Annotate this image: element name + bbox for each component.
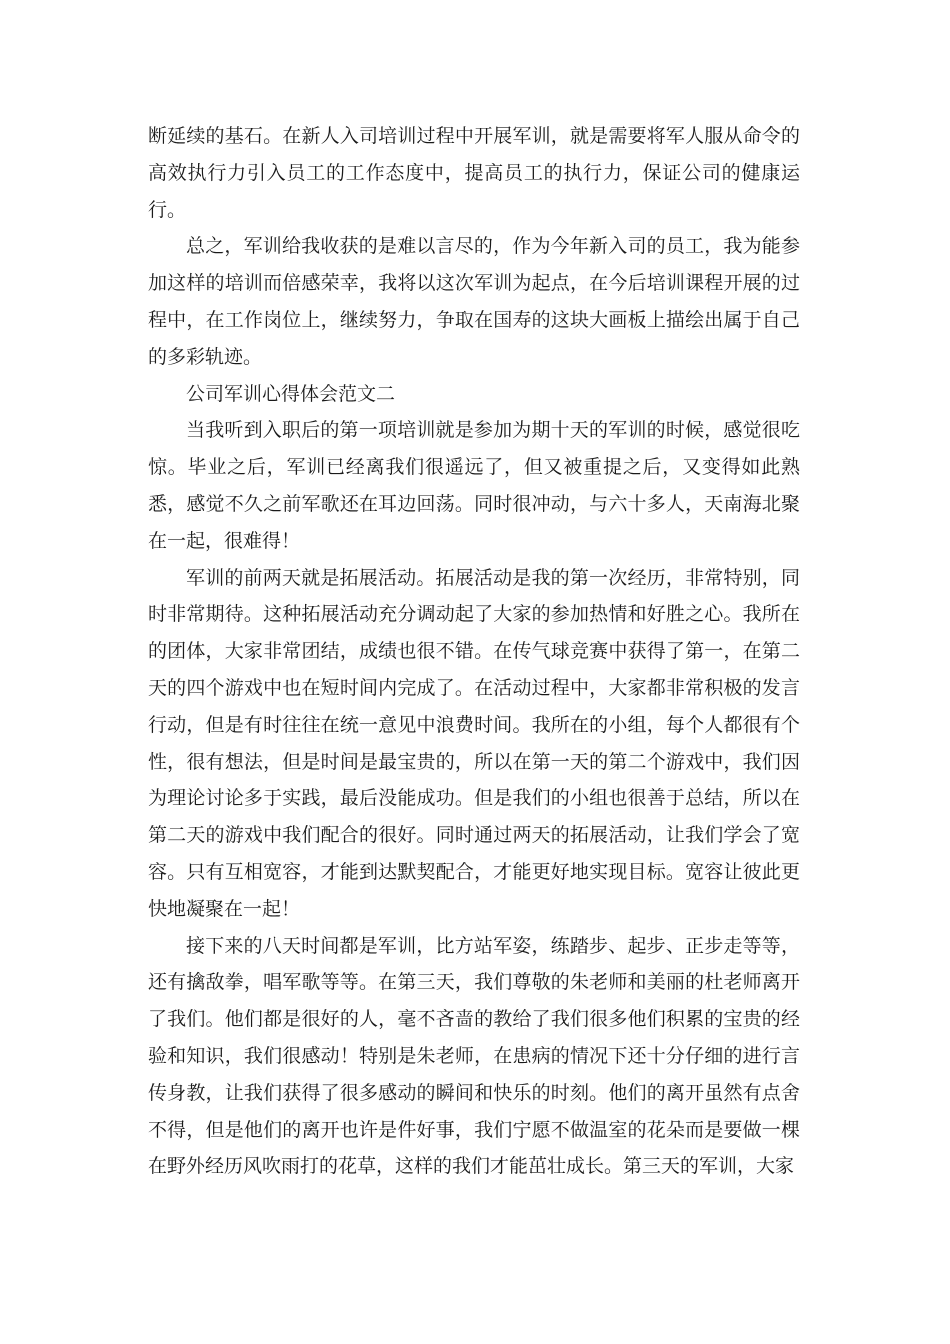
paragraph-intro: 当我听到入职后的第一项培训就是参加为期十天的军训的时候，感觉很吃惊。毕业之后，军训已经离我们很遥远了，但又被重提之后，又变得如此熟悉，感觉不久之前军歌还在耳边回荡。同时很冲动，与六十多人，天南海北聚在一起，很难得！ xyxy=(148,419,800,552)
paragraph-continuation: 断延续的基石。在新人入司培训过程中开展军训，就是需要将军人服从命令的高效执行力引入员工的工作态度中，提高员工的执行力，保证公司的健康运行。 xyxy=(148,125,800,221)
section-heading: 公司军训心得体会范文二 xyxy=(186,382,396,405)
paragraph-military-training: 接下来的八天时间都是军训，比方站军姿，练踏步、起步、正步走等等，还有擒敌拳，唱军歌等等。在第三天，我们尊敬的朱老师和美丽的杜老师离开了我们。他们都是很好的人，毫不吝啬的教给了我们很多他们积累的宝贵的经验和知识，我们很感动！特别是朱老师，在患病的情况下还十分仔细的进行言传身教，让我们获得了很多感动的瞬间和快乐的时刻。他们的离开虽然有点舍不得，但是他们的离开也许是件好事，我们宁愿不做温室的花朵而是要做一棵在野外经历风吹雨打的花草，这样的我们才能茁壮成长。第三天的军训，大家 xyxy=(148,934,800,1178)
document-body xyxy=(148,118,800,1185)
paragraph-expansion-activity: 军训的前两天就是拓展活动。拓展活动是我的第一次经历，非常特别，同时非常期待。这种拓展活动充分调动起了大家的参加热情和好胜之心。我所在的团体，大家非常团结，成绩也很不错。在传气球竞赛中获得了第一，在第二天的四个游戏中也在短时间内完成了。在活动过程中，大家都非常积极的发言行动，但是有时往往在统一意见中浪费时间。我所在的小组，每个人都很有个性，很有想法，但是时间是最宝贵的，所以在第一天的第二个游戏中，我们因为理论讨论多于实践，最后没能成功。但是我们的小组也很善于总结，所以在第二天的游戏中我们配合的很好。同时通过两天的拓展活动，让我们学会了宽容。只有互相宽容，才能到达默契配合，才能更好地实现目标。宽容让彼此更快地凝聚在一起！ xyxy=(148,566,800,920)
paragraph-conclusion: 总之，军训给我收获的是难以言尽的，作为今年新入司的员工，我为能参加这样的培训而倍感荣幸，我将以这次军训为起点，在今后培训课程开展的过程中，在工作岗位上，继续努力，争取在国寿的这块大画板上描绘出属于自己的多彩轨迹。 xyxy=(148,235,800,368)
